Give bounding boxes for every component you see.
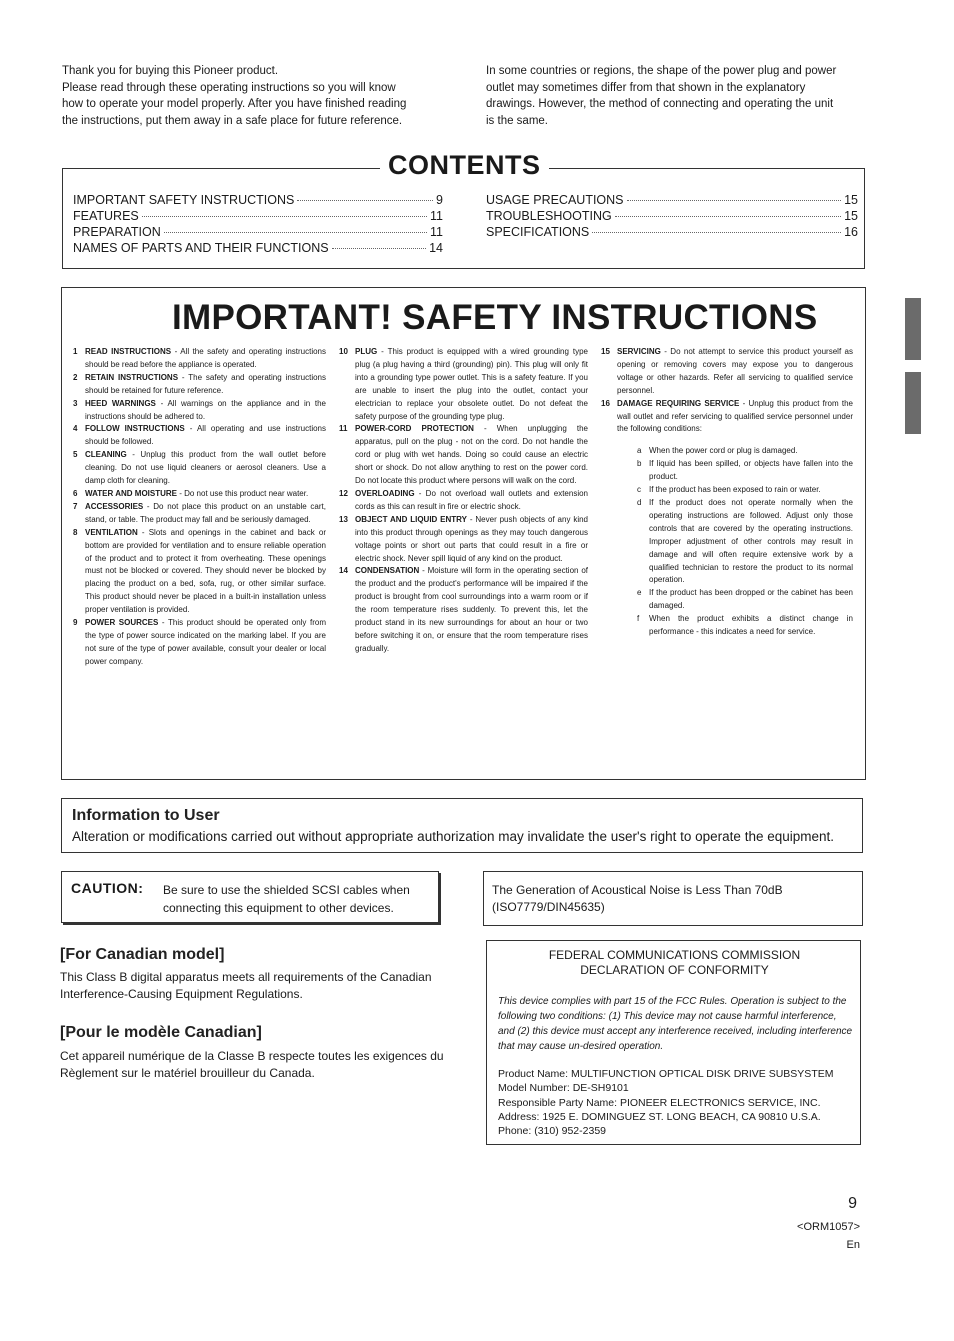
safety-item: [339, 565, 588, 655]
toc-leader: [627, 200, 842, 201]
safety-item: [73, 617, 326, 669]
document-code: <ORM1057>: [797, 1221, 860, 1233]
safety-item: [73, 501, 326, 527]
item-heading: POWER SOURCES: [85, 618, 159, 628]
safety-item: [73, 527, 326, 617]
contents-title: CONTENTS: [380, 148, 549, 182]
toc-entry[interactable]: [73, 208, 443, 224]
condition-letter: f: [637, 614, 640, 624]
toc-leader: [592, 232, 841, 233]
condition-text: If liquid has been spilled, or objects have fallen into the product.: [649, 459, 853, 482]
spacer: [601, 436, 853, 445]
toc-entry-name: USAGE PRECAUTIONS: [486, 193, 624, 207]
fcc-info-line: Model Number: DE-SH9101: [498, 1082, 629, 1095]
item-heading: HEED WARNINGS: [85, 398, 156, 408]
caution-text: Be sure to use the shielded SCSI cables when connecting this equipment to other devices.: [163, 883, 410, 915]
item-heading: CONDENSATION: [355, 566, 420, 576]
toc-entry-name: SPECIFICATIONS: [486, 225, 590, 239]
toc-left-column: [73, 192, 443, 256]
toc-leader: [164, 232, 427, 233]
item-number: 2: [73, 372, 78, 382]
item-text: - When unplugging the apparatus, pull on the plug - not on the cord. Do not handle the cord or plug with wet hands. Doing so could cause an electric short or shock. Do not allow anything to rest on the power cord. Do not locate this product where persons will walk on the cord.: [355, 424, 589, 486]
condition-letter: c: [637, 485, 641, 495]
fcc-product-info: [498, 1067, 858, 1138]
safety-box: [61, 287, 866, 780]
toc-entry-name: TROUBLESHOOTING: [486, 209, 612, 223]
item-number: 4: [73, 424, 78, 434]
safety-item: [73, 488, 326, 501]
fcc-title-line: DECLARATION OF CONFORMITY: [580, 963, 769, 977]
item-text: - All the safety and operating instructions should be read before the appliance is operated.: [85, 347, 327, 369]
toc-entry-name: IMPORTANT SAFETY INSTRUCTIONS: [73, 193, 295, 207]
intro-line: drawings. However, the method of connecting and operating the unit: [486, 98, 834, 110]
fcc-declaration-box: [486, 940, 861, 1145]
noise-box: [483, 871, 863, 926]
intro-right: [486, 63, 872, 129]
condition-item: [637, 587, 853, 613]
condition-item: [637, 445, 853, 458]
canadian-text: This Class B digital apparatus meets all requirements of the Canadian Interference-Causing Equipment Regulations.: [60, 970, 432, 1001]
item-heading: OBJECT AND LIQUID ENTRY: [355, 514, 467, 524]
item-text: - Unplug this product from the wall outlet and refer servicing to qualified service personnel under the following conditions:: [617, 398, 854, 434]
item-heading: WATER AND MOISTURE: [85, 488, 177, 498]
intro-left: [62, 63, 448, 129]
safety-item: [339, 423, 588, 488]
page-number: 9: [848, 1195, 857, 1212]
safety-item: [73, 372, 326, 398]
noise-line: (ISO7779/DIN45635): [492, 900, 605, 914]
fcc-info-line: Responsible Party Name: PIONEER ELECTRONICS SERVICE, INC.: [498, 1096, 821, 1109]
safety-item: [73, 346, 326, 372]
noise-text: [492, 882, 783, 916]
toc-entry[interactable]: [486, 208, 858, 224]
intro-line: Thank you for buying this Pioneer product.: [62, 65, 279, 77]
safety-item: [339, 488, 588, 514]
item-text: - Do not attempt to service this product yourself as opening or removing covers may expose you to dangerous voltage or other hazards. Refer all servicing to qualified service personnel.: [617, 347, 853, 395]
condition-letter: b: [637, 459, 642, 469]
item-heading: CLEANING: [85, 450, 127, 460]
item-number: 16: [601, 398, 610, 408]
item-number: 7: [73, 501, 78, 511]
item-number: 12: [339, 488, 348, 498]
toc-entry-page: 11: [430, 225, 443, 239]
item-number: 13: [339, 514, 348, 524]
intro-line: is the same.: [486, 114, 548, 127]
contents-box: [62, 168, 865, 269]
toc-entry[interactable]: [73, 240, 443, 256]
item-heading: VENTILATION: [85, 527, 138, 537]
condition-letter: e: [637, 588, 642, 598]
toc-entry-page: 11: [430, 209, 443, 223]
safety-item: [601, 398, 853, 437]
language-tab-marker: [905, 298, 921, 360]
condition-text: When the power cord or plug is damaged.: [649, 446, 798, 456]
intro-line: outlet may sometimes differ from that shown in the explanatory: [486, 81, 806, 94]
condition-text: When the product exhibits a distinct change in performance - this indicates a need for service.: [649, 614, 853, 637]
safety-column-3: [601, 346, 853, 639]
fcc-title-line: FEDERAL COMMUNICATIONS COMMISSION: [548, 948, 801, 962]
condition-letter: d: [637, 497, 642, 507]
toc-leader: [297, 200, 433, 201]
item-text: - Moisture will form in the operating section of the product and the product's performance will be impaired if the product is brought from cool surroundings into a warm room or if the room temperature rises suddenly. To prevent this, let the product stand in its new surroundings for about an hour or two before switching it on, or ensure that the room temperature rises gradually.: [355, 566, 588, 653]
toc-leader: [615, 216, 841, 217]
toc-entry-page: 16: [844, 225, 858, 239]
condition-text: If the product does not operate normally when the operating instructions are followed. Adjust only those controls that are covered by the operating instructions. Improper adjustment of other controls may result in damage and will often require extensive work by a qualified technician to restore the product to its normal operation.: [649, 497, 853, 585]
fcc-info-line: Product Name: MULTIFUNCTION OPTICAL DISK DRIVE SUBSYSTEM: [498, 1068, 834, 1080]
item-heading: DAMAGE REQUIRING SERVICE: [617, 398, 740, 408]
item-text: - Unplug this product from the wall outlet before cleaning. Do not use liquid cleaners or aerosol cleaners. Use a damp cloth for cleaning.: [85, 450, 326, 486]
toc-entry-name: NAMES OF PARTS AND THEIR FUNCTIONS: [73, 241, 329, 255]
language-tab-marker: [905, 372, 921, 434]
information-to-user-box: [61, 798, 863, 853]
condition-item: [637, 484, 853, 497]
toc-entry[interactable]: [73, 224, 443, 240]
item-number: 9: [73, 618, 78, 628]
item-heading: OVERLOADING: [355, 488, 415, 498]
toc-leader: [332, 248, 427, 249]
toc-entry[interactable]: [486, 192, 858, 208]
noise-line: The Generation of Acoustical Noise is Less Than 70dB: [492, 883, 783, 897]
condition-item: [637, 458, 853, 484]
safety-item: [601, 346, 853, 398]
item-text: - Do not use this product near water.: [177, 488, 309, 498]
safety-title: IMPORTANT! SAFETY INSTRUCTIONS: [172, 298, 818, 337]
item-heading: PLUG: [355, 347, 378, 356]
intro-line: Please read through these operating instructions so you will know: [62, 81, 396, 94]
item-number: 6: [73, 488, 78, 498]
item-text: - This product is equipped with a wired grounding type plug (a plug having a third (grounding) pin). This plug will only fit into a grounding type power outlet. This is a safety feature. If you are unable to insert the plug into the outlet, contact your electrician to replace your obsolete outlet. Do not defeat the safety purpose of the grounding type plug.: [355, 347, 588, 421]
toc-entry[interactable]: [486, 224, 858, 240]
condition-text: If the product has been exposed to rain or water.: [649, 485, 821, 495]
fcc-compliance-text: This device complies with part 15 of the FCC Rules. Operation is subject to the following two conditions: (1) This device may not cause harmful interference, and (2) this device must accept any interference received, including interference that may cause un-desired operation.: [498, 996, 853, 1052]
item-text: - Slots and openings in the cabinet and back or bottom are provided for ventilation and to ensure reliable operation of the product and to protect it from overheating. These openings must not be blocked or covered. They should never be blocked by placing the product on a bed, sofa, rug, or other similar surface. This product should never be placed in a built-in installation unless proper ventilation is provided.: [85, 527, 326, 615]
item-number: 11: [339, 424, 348, 434]
item-heading: ACCESSORIES: [85, 501, 144, 511]
item-text: - All operating and use instructions should be followed.: [85, 424, 326, 447]
safety-column-1: [73, 346, 326, 669]
item-heading: READ INSTRUCTIONS: [85, 347, 172, 356]
item-text: - Do not place this product on an unstable cart, stand, or table. The product may fall and be seriously damaged.: [85, 501, 326, 524]
fcc-info-line: Address: 1925 E. DOMINGUEZ ST. LONG BEACH, CA 90810 U.S.A.: [498, 1110, 821, 1123]
caution-box: [61, 871, 439, 923]
toc-right-column: [486, 192, 858, 240]
item-text: - This product should be operated only from the type of power source indicated on the marking label. If you are not sure of the type of power available, consult your dealer or local power company.: [85, 618, 326, 666]
information-heading: Information to User: [72, 807, 220, 824]
item-number: 15: [601, 347, 610, 356]
toc-entry-page: 14: [429, 241, 443, 255]
caution-label: CAUTION:: [71, 880, 144, 896]
item-heading: RETAIN INSTRUCTIONS: [85, 372, 179, 382]
information-text: Alteration or modifications carried out without appropriate authorization may invalidate the user's right to operate the equipment.: [72, 829, 835, 844]
toc-entry-page: 9: [436, 193, 443, 207]
condition-letter: a: [637, 446, 642, 456]
intro-line: how to operate your model properly. After you have finished reading: [62, 98, 407, 110]
toc-entry[interactable]: [73, 192, 443, 208]
item-number: 14: [339, 566, 348, 576]
item-text: - Do not overload wall outlets and extension cords as this can result in fire or electric shock.: [355, 488, 588, 511]
condition-text: If the product has been dropped or the cabinet has been damaged.: [649, 588, 853, 611]
item-heading: POWER-CORD PROTECTION: [355, 424, 474, 434]
intro-line: the instructions, put them away in a safe place for future reference.: [62, 114, 403, 127]
toc-entry-name: PREPARATION: [73, 225, 161, 239]
condition-item: [637, 613, 853, 639]
item-heading: SERVICING: [617, 347, 661, 356]
canadien-text: Cet appareil numérique de la Classe B respecte toutes les exigences du Règlement sur le matériel brouilleur du Canada.: [60, 1049, 444, 1080]
intro-line: In some countries or regions, the shape of the power plug and power: [486, 65, 837, 77]
toc-entry-page: 15: [844, 193, 858, 207]
language-code: En: [846, 1239, 860, 1251]
condition-item: [637, 497, 853, 587]
item-text: - All warnings on the appliance and in the instructions should be adhered to.: [85, 398, 326, 421]
toc-entry-page: 15: [844, 209, 858, 223]
safety-item: [339, 514, 588, 566]
canadian-heading: [For Canadian model]: [60, 946, 225, 963]
item-text: - Never push objects of any kind into this product through openings as they may touch dangerous voltage points or short out parts that could result in a fire or electric shock. Never spill liquid of any kind on the product.: [355, 514, 588, 563]
item-text: - The safety and operating instructions should be retained for future reference.: [85, 372, 327, 395]
item-number: 5: [73, 450, 78, 460]
fcc-title: [487, 948, 862, 978]
item-number: 3: [73, 398, 78, 408]
safety-column-2: [339, 346, 588, 656]
toc-leader: [142, 216, 427, 217]
item-number: 10: [339, 347, 348, 356]
safety-item: [73, 423, 326, 449]
safety-item: [73, 398, 326, 424]
safety-item: [73, 449, 326, 488]
safety-item: [339, 346, 588, 423]
canadien-heading: [Pour le modèle Canadian]: [60, 1024, 262, 1041]
toc-entry-name: FEATURES: [73, 209, 139, 223]
item-number: 8: [73, 527, 78, 537]
item-heading: FOLLOW INSTRUCTIONS: [85, 424, 185, 434]
item-number: 1: [73, 347, 78, 356]
fcc-info-line: Phone: (310) 952-2359: [498, 1125, 606, 1138]
